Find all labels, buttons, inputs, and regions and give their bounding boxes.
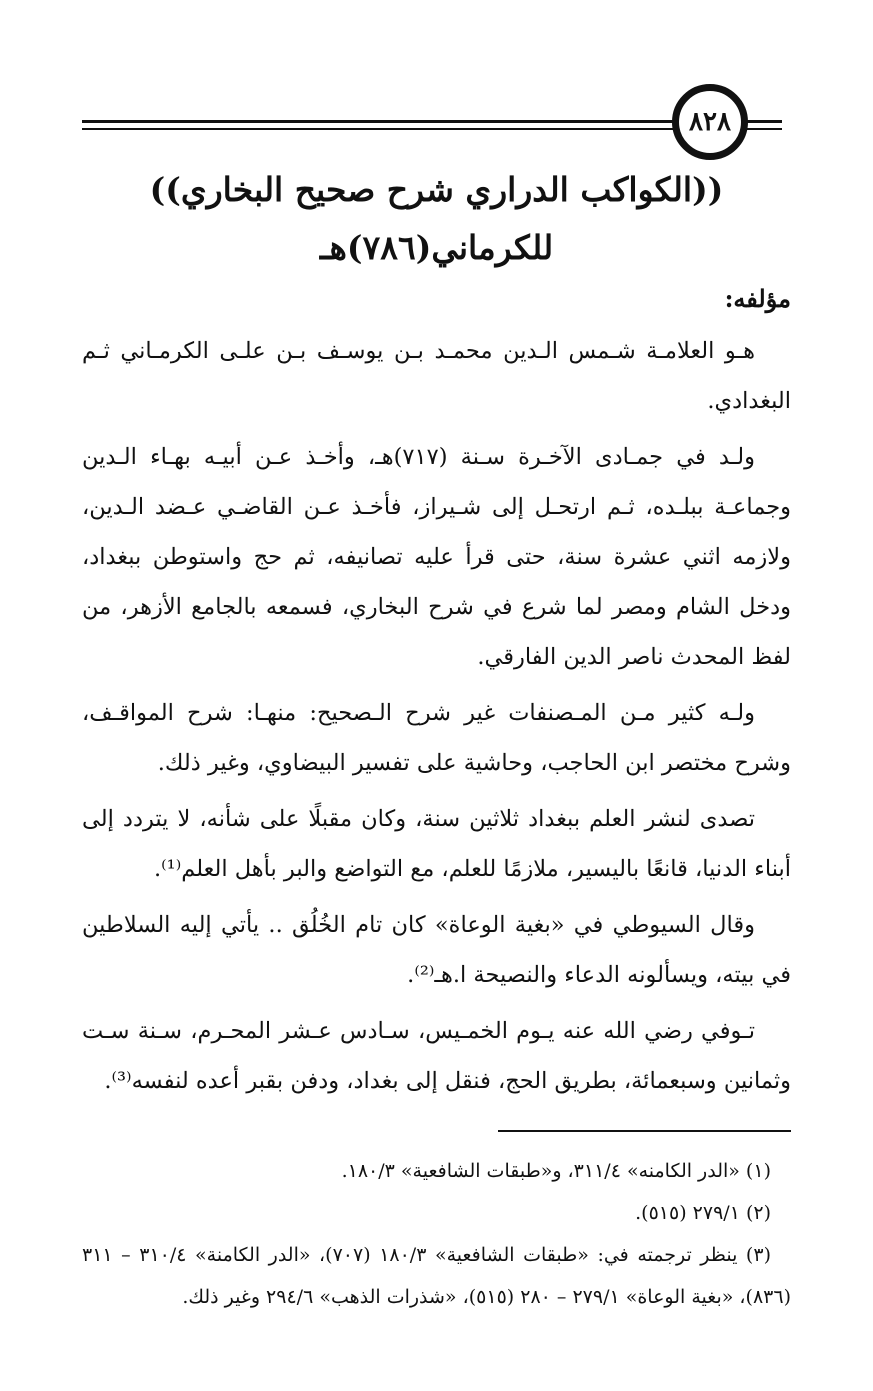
page-subtitle: للكرماني(٧٨٦)هـ <box>319 228 554 267</box>
paragraph: ولـد في جمـادى الآخـرة سـنة (٧١٧)هـ، وأخـذ عـن أبيـه بهـاء الـدين وجماعـة ببلـده، ثـم ارتحـل إلى شـيراز، فأخـذ عـن القاضـي عـضد الـدين، ولازمه اثني عشرة سنة، حتى قرأ عليه تصانيفه، ثم حج واستوطن ببغداد، ودخل الشام ومصر لما شرع في شرح البخاري، فسمعه بالجامع الأزهر، من لفظ المحدث ناصر الدين الفارقي. <box>82 444 791 670</box>
page-number: ٨٢٨ <box>672 84 748 160</box>
section-heading: مؤلفه: <box>724 284 791 313</box>
body-text <box>82 326 791 1112</box>
footnote: (١) «الدر الكامنه» ٣١١/٤، و«طبقات الشافعية» ١٨٠/٣. <box>341 1160 771 1182</box>
paragraph: وقال السيوطي في «بغية الوعاة» كان تام الخُلُق .. يأتي إليه السلاطين في بيته، ويسألونه الدعاء والنصيحة ا.هـ⁽²⁾. <box>82 912 791 988</box>
paragraph: ولـه كثير مـن المـصنفات غير شرح الـصحيح: منهـا: شرح المواقـف، وشرح مختصر ابن الحاجب، وحاشية على تفسير البيضاوي، وغير ذلك. <box>82 700 791 776</box>
footnote-separator <box>498 1130 791 1132</box>
footnote: (٢) ٢٧٩/١ (٥١٥). <box>635 1202 771 1224</box>
header-rule-thin <box>82 128 682 130</box>
footnote: (٣) ينظر ترجمته في: «طبقات الشافعية» ١٨٠/٣ (٧٠٧)، «الدر الكامنة» ٣١٠/٤ – ٣١١ (٨٣٦)، «بغية الوعاة» ٢٧٩/١ – ٢٨٠ (٥١٥)، «شذرات الذهب» ٢٩٤/٦ وغير ذلك. <box>82 1244 791 1308</box>
page-title: ((الكواكب الدراري شرح صحيح البخاري)) <box>149 170 724 209</box>
paragraph: هـو العلامـة شـمس الـدين محمـد بـن يوسـف بـن علـى الكرمـاني ثـم البغدادي. <box>82 338 791 414</box>
header-rule <box>82 120 682 123</box>
paragraph: تصدى لنشر العلم ببغداد ثلاثين سنة، وكان مقبلًا على شأنه، لا يتردد إلى أبناء الدنيا، قانعًا باليسير، ملازمًا للعلم، مع التواضع والبر بأهل العلم⁽¹⁾. <box>82 806 791 882</box>
paragraph: تـوفي رضي الله عنه يـوم الخمـيس، سـادس عـشر المحـرم، سـنة سـت وثمانين وسبعمائة، بطريق الحج، فنقل إلى بغداد، ودفن بقبر أعده لنفسه⁽³⁾. <box>82 1018 791 1094</box>
footnotes <box>82 1150 791 1318</box>
